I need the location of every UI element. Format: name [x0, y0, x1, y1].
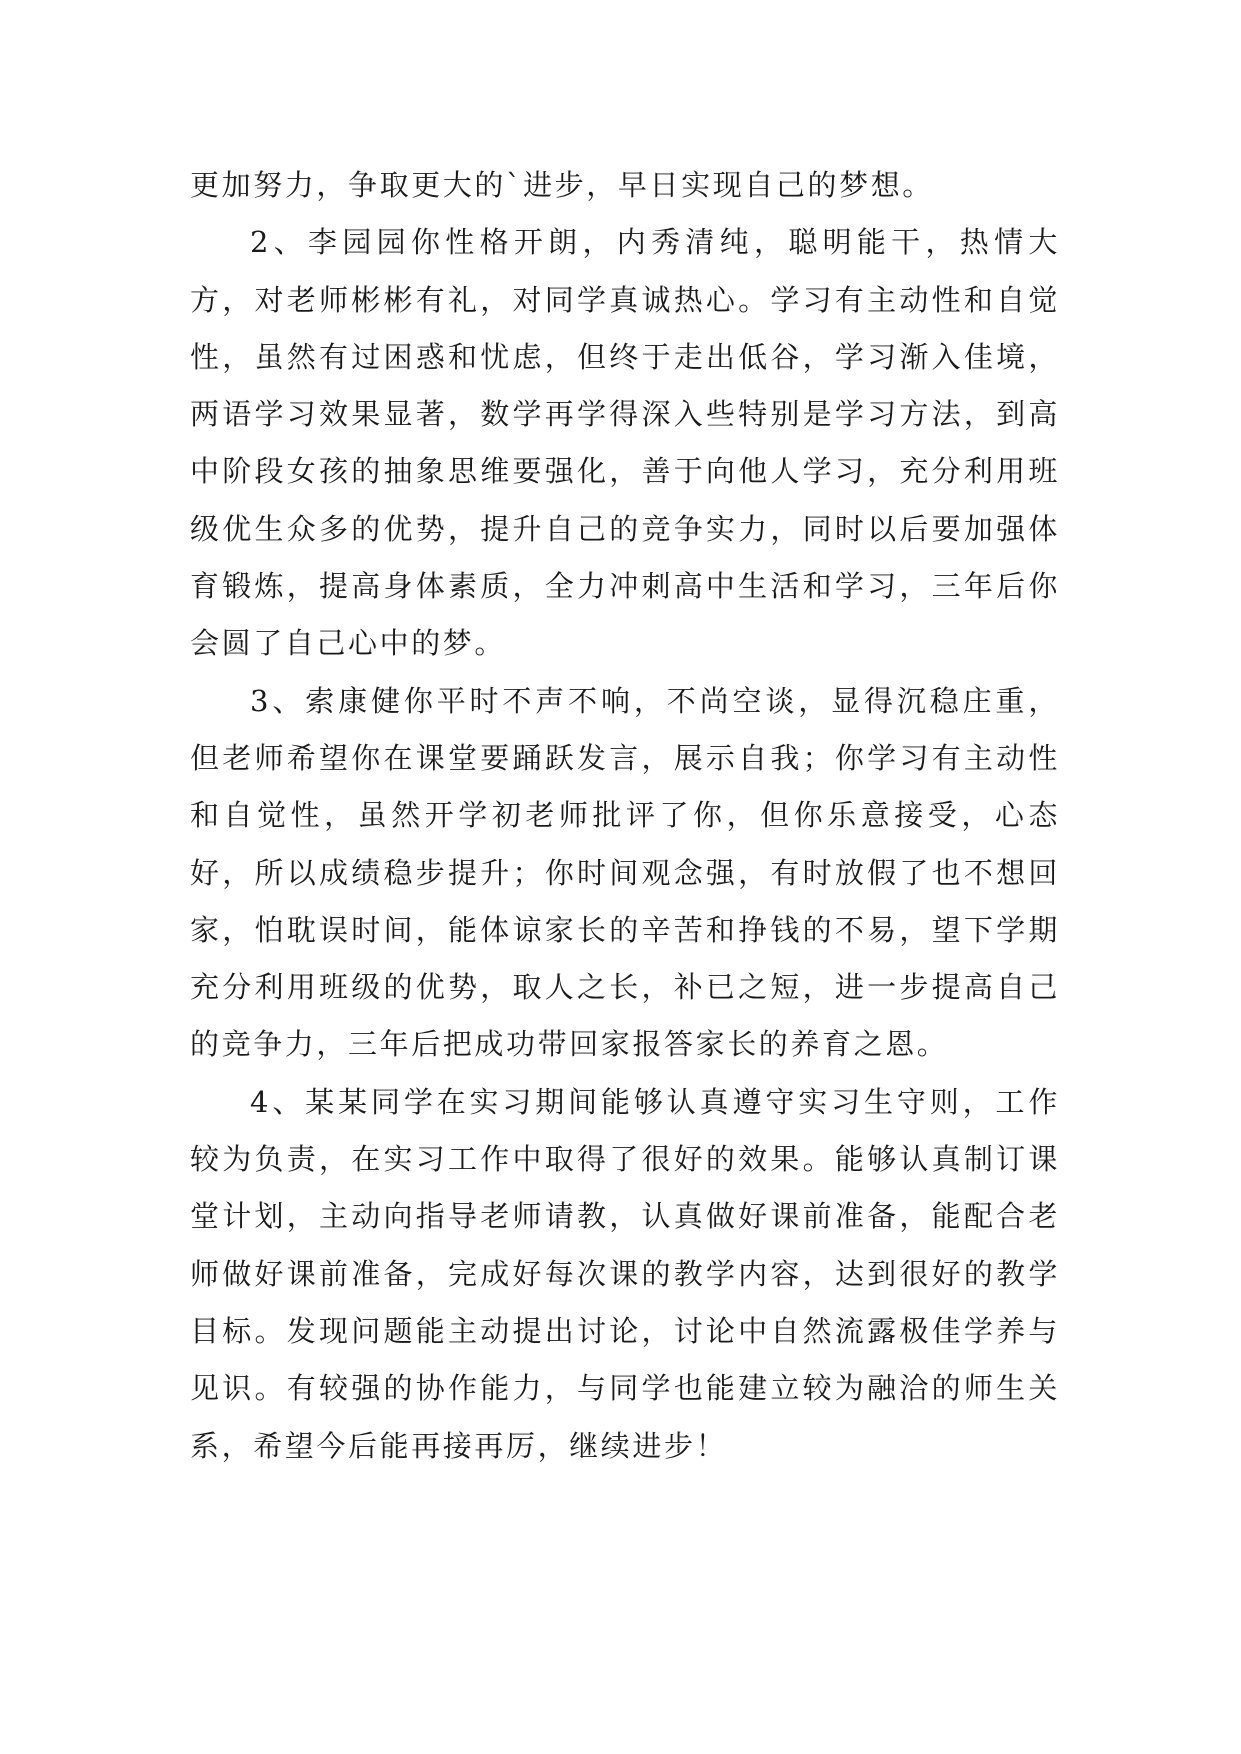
paragraph-continuation: 更加努力，争取更大的`进步，早日实现自己的梦想。 — [190, 168, 934, 202]
paragraph-comment-4: 4、某某同学在实习期间能够认真遵守实习生守则，工作较为负责，在实习工作中取得了很好的效果。能够认真制订课堂计划，主动向指导老师请教，认真做好课前准备，能配合老师做好课前准备，完成好每次课的教学内容，达到很好的教学目标。发现问题能主动提出讨论，讨论中自然流露极佳学养与见识。有较强的协作能力，与同学也能建立较为融洽的师生关系，希望今后能再接再厉，继续进步！ — [190, 1084, 1060, 1463]
document-body — [190, 157, 1060, 1475]
paragraph-comment-2: 2、李园园你性格开朗，内秀清纯，聪明能干，热情大方，对老师彬彬有礼，对同学真诚热心。学习有主动性和自觉性，虽然有过困惑和忧虑，但终于走出低谷，学习渐入佳境，两语学习效果显著，数学再学得深入些特别是学习方法，到高中阶段女孩的抽象思维要强化，善于向他人学习，充分利用班级优生众多的优势，提升自己的竞争实力，同时以后要加强体育锻炼，提高身体素质，全力冲刺高中生活和学习，三年后你会圆了自己心中的梦。 — [190, 225, 1060, 661]
paragraph-comment-3: 3、索康健你平时不声不响，不尚空谈，显得沉稳庄重，但老师希望你在课堂要踊跃发言，展示自我；你学习有主动性和自觉性，虽然开学初老师批评了你，但你乐意接受，心态好，所以成绩稳步提升；你时间观念强，有时放假了也不想回家，怕耽误时间，能体谅家长的辛苦和挣钱的不易，望下学期充分利用班级的优势，取人之长，补已之短，进一步提高自己的竞争力，三年后把成功带回家报答家长的养育之恩。 — [190, 683, 1060, 1062]
